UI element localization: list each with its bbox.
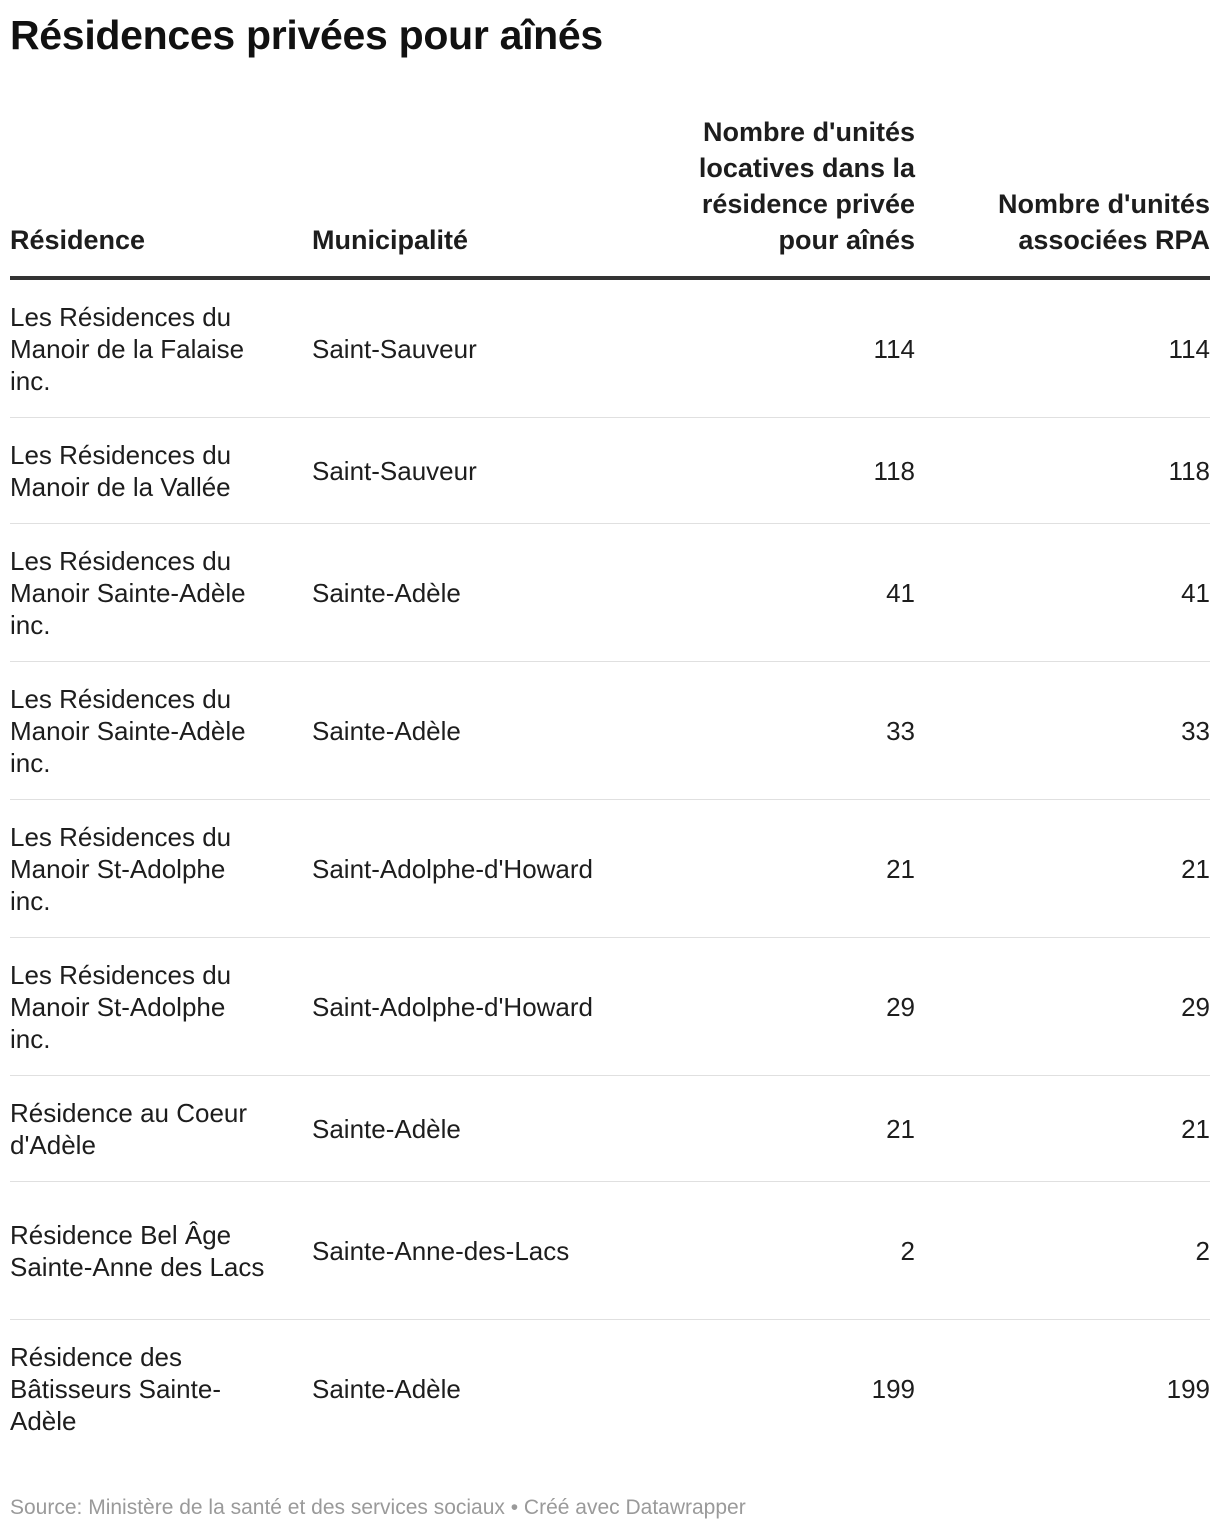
cell-unites-locatives: 21	[640, 800, 915, 938]
cell-municipalite: Saint-Sauveur	[312, 418, 640, 524]
table-row	[10, 662, 1210, 800]
source-note: Source: Ministère de la santé et des services sociaux • Créé avec Datawrapper	[10, 1496, 746, 1519]
table-row	[10, 524, 1210, 662]
table-row	[10, 1182, 1210, 1320]
cell-municipalite: Saint-Adolphe-d'Howard	[312, 938, 640, 1076]
column-header-unites-associees: Nombre d'unités associées RPA	[915, 114, 1210, 278]
cell-unites-associees: 29	[915, 938, 1210, 1076]
cell-unites-locatives: 21	[640, 1076, 915, 1182]
cell-residence: Les Résidences du Manoir Sainte-Adèle inc.	[10, 524, 312, 662]
cell-residence: Les Résidences du Manoir Sainte-Adèle inc.	[10, 662, 312, 800]
table-row	[10, 278, 1210, 418]
cell-municipalite: Sainte-Adèle	[312, 1373, 461, 1404]
cell-municipalite: Saint-Adolphe-d'Howard	[312, 800, 640, 938]
cell-unites-associees: 199	[1166, 1373, 1210, 1404]
cell-unites-associees: 114	[915, 278, 1210, 418]
cell-residence: Résidence des Bâtisseurs Sainte-Adèle	[10, 1341, 221, 1436]
table-row	[10, 938, 1210, 1076]
cell-unites-locatives: 118	[640, 418, 915, 524]
header-row	[10, 114, 1210, 278]
cell-residence: Les Résidences du Manoir St-Adolphe inc.	[10, 800, 312, 938]
cell-unites-associees: 33	[915, 662, 1210, 800]
cell-unites-associees: 21	[915, 800, 1210, 938]
cell-unites-locatives: 33	[640, 662, 915, 800]
cell-municipalite: Sainte-Adèle	[312, 524, 640, 662]
cell-residence: Les Résidences du Manoir de la Vallée	[10, 418, 312, 524]
column-header-unites-locatives: Nombre d'unités locatives dans la résidence privée pour aînés	[640, 114, 915, 278]
cell-unites-locatives: 114	[640, 278, 915, 418]
cell-unites-associees: 21	[915, 1076, 1210, 1182]
cell-municipalite: Saint-Sauveur	[312, 278, 640, 418]
data-table	[10, 114, 1210, 1457]
table-row	[10, 1076, 1210, 1182]
cell-unites-locatives: 2	[640, 1182, 915, 1320]
column-header-municipalite: Municipalité	[312, 114, 640, 278]
table-row	[10, 418, 1210, 524]
cell-residence: Les Résidences du Manoir de la Falaise inc.	[10, 278, 312, 418]
table-row	[10, 1320, 1210, 1458]
cell-unites-associees: 2	[915, 1182, 1210, 1320]
cell-residence: Résidence au Coeur d'Adèle	[10, 1076, 312, 1182]
table-row	[10, 800, 1210, 938]
cell-unites-associees: 41	[915, 524, 1210, 662]
cell-unites-locatives: 41	[640, 524, 915, 662]
cell-unites-associees: 118	[915, 418, 1210, 524]
cell-residence: Résidence Bel Âge Sainte-Anne des Lacs	[10, 1182, 312, 1320]
cell-unites-locatives: 29	[640, 938, 915, 1076]
column-header-residence: Résidence	[10, 114, 312, 278]
cell-municipalite: Sainte-Adèle	[312, 1076, 640, 1182]
cell-municipalite: Sainte-Anne-des-Lacs	[312, 1182, 640, 1320]
cell-municipalite: Sainte-Adèle	[312, 662, 640, 800]
chart-title: Résidences privées pour aînés	[10, 12, 603, 58]
cell-residence: Les Résidences du Manoir St-Adolphe inc.	[10, 938, 312, 1076]
cell-unites-locatives: 199	[871, 1373, 915, 1404]
